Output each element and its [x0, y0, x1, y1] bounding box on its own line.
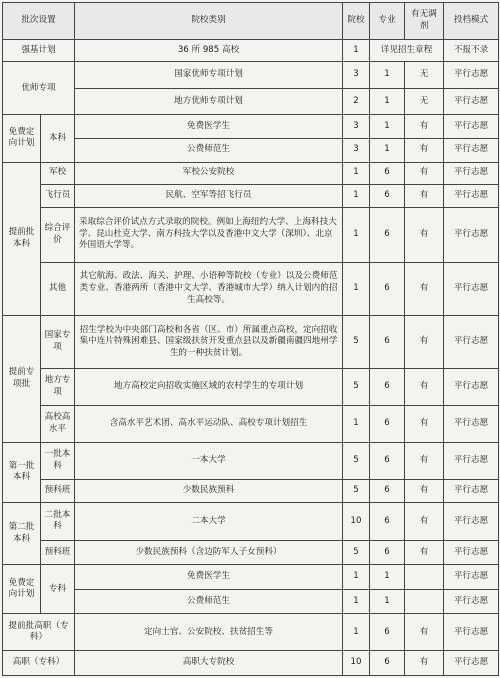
- sub-label: 二批本科: [41, 503, 75, 541]
- majors-cell: 6: [370, 479, 405, 503]
- header-mode: 投档模式: [444, 3, 499, 40]
- group-label: 提前批本科: [3, 162, 41, 315]
- header-row: [3, 3, 499, 40]
- schools-cell: 1: [343, 39, 370, 62]
- adjust-cell: [405, 589, 444, 614]
- category-cell: 定向士官、公安院校、扶贫招生等: [75, 614, 343, 651]
- category-cell: 36 所 985 高校: [75, 39, 343, 62]
- mode-cell: 平行志愿: [444, 115, 499, 139]
- adjust-cell: 无: [405, 88, 444, 115]
- schools-cell: 3: [343, 115, 370, 139]
- mode-cell: 平行志愿: [444, 138, 499, 162]
- sub-label: 预科班: [41, 479, 75, 503]
- schools-cell: 5: [343, 442, 370, 479]
- group-label: 免费定向计划: [3, 565, 41, 614]
- table-row: [3, 540, 499, 565]
- sub-label: 飞行员: [41, 185, 75, 208]
- adjust-cell: 有: [405, 138, 444, 162]
- category-cell: 少数民族预科（含边防军人子女预科）: [75, 540, 343, 565]
- schools-cell: 3: [343, 62, 370, 89]
- table-row: [3, 162, 499, 185]
- majors-cell: 6: [370, 405, 405, 442]
- sub-label: 军校: [41, 162, 75, 185]
- header-schools: 院校: [343, 3, 370, 40]
- mode-cell: 平行志愿: [444, 540, 499, 565]
- sub-label: 其他: [41, 262, 75, 315]
- mode-cell: 平行志愿: [444, 614, 499, 651]
- table-row: [3, 207, 499, 262]
- adjust-cell: 有: [405, 479, 444, 503]
- category-cell: 军校公安院校: [75, 162, 343, 185]
- category-cell: 二本大学: [75, 503, 343, 541]
- adjust-cell: 有: [405, 405, 444, 442]
- table-row: [3, 442, 499, 479]
- schools-cell: 10: [343, 651, 370, 676]
- mode-cell: 平行志愿: [444, 207, 499, 262]
- adjust-cell: 有: [405, 369, 444, 406]
- schools-cell: 5: [343, 479, 370, 503]
- category-cell: 采取综合评价试点方式录取的院校。例如上海纽约大学、上海科技大学、昆山杜克大学、南方科技大学以及香港中文大学（深圳）、北京外国语大学等。: [75, 207, 343, 262]
- category-cell: 高职大专院校: [75, 651, 343, 676]
- majors-cell: 6: [370, 503, 405, 541]
- mode-cell: 平行志愿: [444, 185, 499, 208]
- majors-cell: 6: [370, 369, 405, 406]
- adjust-cell: 有: [405, 503, 444, 541]
- schools-cell: 10: [343, 503, 370, 541]
- sub-label: 综合评价: [41, 207, 75, 262]
- adjust-cell: 有: [405, 207, 444, 262]
- majors-cell: 6: [370, 315, 405, 368]
- table-row: [3, 115, 499, 139]
- majors-cell: 6: [370, 262, 405, 315]
- admission-batch-table: [2, 2, 499, 676]
- group-label: 提前专项批: [3, 315, 41, 442]
- schools-cell: 2: [343, 88, 370, 115]
- majors-cell: 6: [370, 614, 405, 651]
- table-row: [3, 262, 499, 315]
- sub-label: 本科: [41, 115, 75, 162]
- mode-cell: 平行志愿: [444, 88, 499, 115]
- sub-label: 国家专项: [41, 315, 75, 368]
- sub-label: 地方专项: [41, 369, 75, 406]
- majors-cell: 6: [370, 442, 405, 479]
- schools-cell: 1: [343, 185, 370, 208]
- sub-label: 一批本科: [41, 442, 75, 479]
- category-cell: 民航、空军等招飞行员: [75, 185, 343, 208]
- group-label: 强基计划: [3, 39, 75, 62]
- category-cell: 地方高校定向招收实施区域的农村学生的专项计划: [75, 369, 343, 406]
- table-row: [3, 369, 499, 406]
- table-row: [3, 185, 499, 208]
- adjust-cell: 有: [405, 442, 444, 479]
- sub-label: 专科: [41, 565, 75, 614]
- mode-cell: 平行志愿: [444, 162, 499, 185]
- table-row: [3, 589, 499, 614]
- header-adjust: 有无调剂: [405, 3, 444, 40]
- adjust-cell: 有: [405, 315, 444, 368]
- table-row: [3, 138, 499, 162]
- schools-cell: 1: [343, 589, 370, 614]
- majors-cell: 1: [370, 88, 405, 115]
- sub-label: 高校高水平: [41, 405, 75, 442]
- mode-cell: 平行志愿: [444, 479, 499, 503]
- category-cell: 一本大学: [75, 442, 343, 479]
- schools-cell: 5: [343, 540, 370, 565]
- majors-cell: 1: [370, 565, 405, 590]
- mode-cell: 平行志愿: [444, 62, 499, 89]
- group-label: 免费定向计划: [3, 115, 41, 162]
- category-cell: 少数民族预科: [75, 479, 343, 503]
- schools-cell: 1: [343, 207, 370, 262]
- header-batch: 批次设置: [3, 3, 75, 40]
- mode-cell: 平行志愿: [444, 503, 499, 541]
- mode-cell: 平行志愿: [444, 405, 499, 442]
- schools-cell: 1: [343, 565, 370, 590]
- majors-cell: 详见招生章程: [370, 39, 444, 62]
- majors-cell: 1: [370, 115, 405, 139]
- adjust-cell: 有: [405, 262, 444, 315]
- schools-cell: 1: [343, 405, 370, 442]
- mode-cell: 平行志愿: [444, 262, 499, 315]
- schools-cell: 3: [343, 138, 370, 162]
- table-row: [3, 62, 499, 89]
- schools-cell: 5: [343, 369, 370, 406]
- category-cell: 其它航海、政法、海关、护理、小语种等院校（专业）以及公费师范类专业、香港两所（香港中文大学、香港城市大学）纳入计划内的招生高校等。: [75, 262, 343, 315]
- adjust-cell: [405, 565, 444, 590]
- table-row: [3, 565, 499, 590]
- schools-cell: 1: [343, 262, 370, 315]
- category-cell: 国家优师专项计划: [75, 62, 343, 89]
- schools-cell: 1: [343, 614, 370, 651]
- category-cell: 免费医学生: [75, 565, 343, 590]
- group-label: 高职（专科）: [3, 651, 75, 676]
- majors-cell: 1: [370, 138, 405, 162]
- table-row: [3, 39, 499, 62]
- schools-cell: 1: [343, 162, 370, 185]
- table-row: [3, 503, 499, 541]
- group-label: 优师专项: [3, 62, 75, 115]
- table-row: [3, 88, 499, 115]
- mode-cell: 平行志愿: [444, 369, 499, 406]
- mode-cell: 平行志愿: [444, 651, 499, 676]
- table-row: [3, 614, 499, 651]
- adjust-cell: 有: [405, 185, 444, 208]
- majors-cell: 1: [370, 62, 405, 89]
- group-label: 提前批高职（专科）: [3, 614, 75, 651]
- mode-cell: 平行志愿: [444, 565, 499, 590]
- majors-cell: 6: [370, 207, 405, 262]
- adjust-cell: 有: [405, 651, 444, 676]
- mode-cell: 平行志愿: [444, 315, 499, 368]
- category-cell: 含高水平艺术团、高水平运动队、高校专项计划招生: [75, 405, 343, 442]
- majors-cell: 6: [370, 185, 405, 208]
- category-cell: 地方优师专项计划: [75, 88, 343, 115]
- majors-cell: 1: [370, 589, 405, 614]
- category-cell: 招生学校为中央部门高校和各省（区、市）所属重点高校，定向招收集中连片特殊困难县、国家级扶贫开发重点县以及新疆南疆四地州学生的一种扶贫计划。: [75, 315, 343, 368]
- schools-cell: 5: [343, 315, 370, 368]
- category-cell: 免费医学生: [75, 115, 343, 139]
- header-category: 院校类别: [75, 3, 343, 40]
- header-majors: 专业: [370, 3, 405, 40]
- category-cell: 公费师范生: [75, 589, 343, 614]
- majors-cell: 6: [370, 540, 405, 565]
- mode-cell: 不报不录: [444, 39, 499, 62]
- majors-cell: 6: [370, 162, 405, 185]
- adjust-cell: 有: [405, 162, 444, 185]
- table-row: [3, 405, 499, 442]
- sub-label: 预科班: [41, 540, 75, 565]
- adjust-cell: 有: [405, 614, 444, 651]
- majors-cell: 6: [370, 651, 405, 676]
- table-row: [3, 651, 499, 676]
- adjust-cell: 有: [405, 540, 444, 565]
- category-cell: 公费师范生: [75, 138, 343, 162]
- mode-cell: 平行志愿: [444, 589, 499, 614]
- adjust-cell: 有: [405, 115, 444, 139]
- table-row: [3, 315, 499, 368]
- group-label: 第二批本科: [3, 503, 41, 565]
- group-label: 第一批本科: [3, 442, 41, 502]
- mode-cell: 平行志愿: [444, 442, 499, 479]
- adjust-cell: 无: [405, 62, 444, 89]
- table-row: [3, 479, 499, 503]
